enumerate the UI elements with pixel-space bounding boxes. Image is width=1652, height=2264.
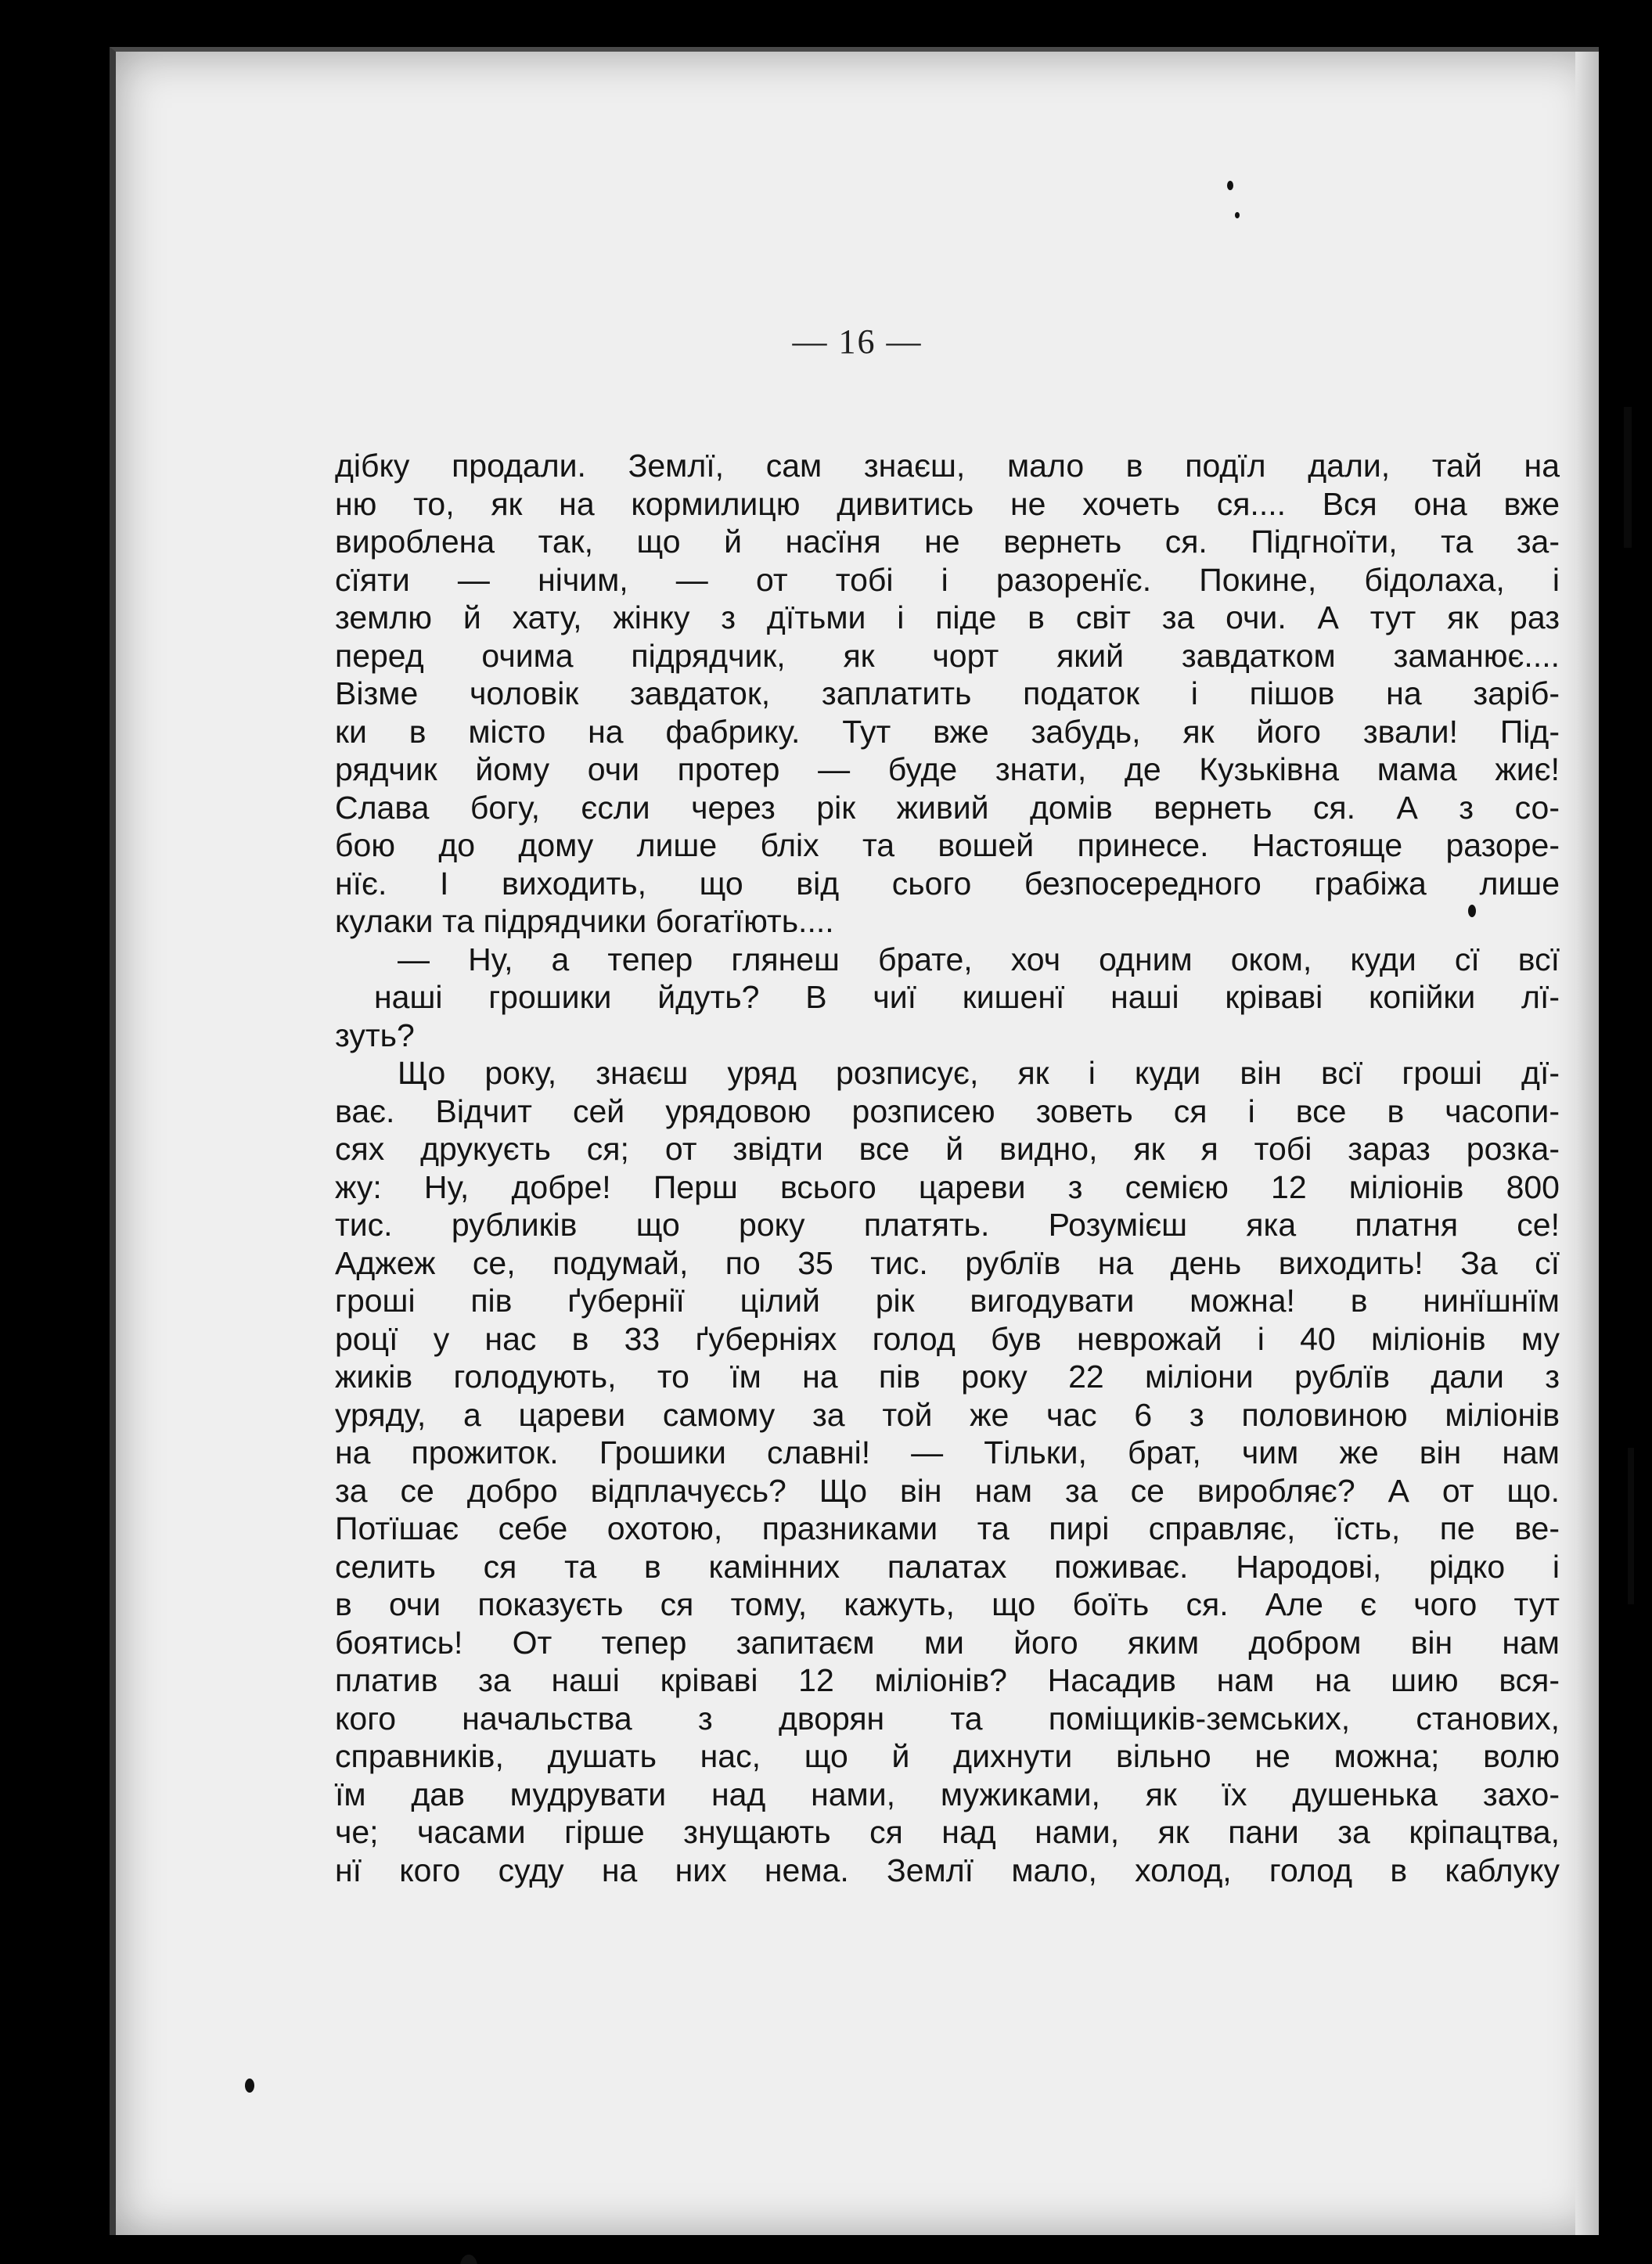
text-line: Аджеж се, подумай, по 35 тис. рублїв на день виходить! За сї: [335, 1244, 1560, 1281]
ink-speck: [1468, 905, 1476, 917]
text-line: вироблена так, що й насїня не вернеть ся. Підгноїти, та за-: [335, 524, 1560, 560]
text-line: сях друкуєть ся; от звідти все й видно, як я тобі зараз розка-: [335, 1131, 1560, 1167]
text-line: жиків голодують, то їм на пів року 22 міліони рублїв дали з: [335, 1359, 1560, 1395]
text-line: в очи показуєть ся тому, кажуть, що боїть ся. Але є чого тут: [335, 1586, 1560, 1622]
text-line: перед очима підрядчик, як чорт який завдатком заманює....: [335, 637, 1560, 674]
text-line: ню то, як на кормилицю дивитись не хочеть ся.... Вся она вже: [335, 485, 1560, 522]
text-line: селить ся та в камінних палатах поживає. Народові, рідко і: [335, 1548, 1560, 1585]
text-line: че; часами гірше знущають ся над нами, як пани за кріпацтва,: [335, 1814, 1560, 1850]
text-line: їм дав мудрувати над нами, мужиками, як їх душенька захо-: [335, 1776, 1560, 1812]
page-number: — 16 —: [792, 322, 923, 361]
text-line: Що року, знаєш уряд розписує, як і куди він всї гроші дї-: [398, 1055, 1560, 1091]
text-line: ває. Відчит сей урядовою розписею зоветь ся і все в часопи-: [335, 1092, 1560, 1129]
text-line: Візме чоловік завдаток, заплатить податок і пішов на заріб-: [335, 675, 1560, 711]
text-line: Потїшає себе охотою, празниками та пирі справляє, їсть, пе ве-: [335, 1510, 1560, 1546]
text-line: зуть?: [335, 1017, 415, 1053]
text-line: — Ну, а тепер глянеш брате, хоч одним оком, куди сї всї: [398, 941, 1560, 977]
text-line: гроші пів ґубернії цілий рік вигодувати можна! в нинїшнїм: [335, 1283, 1560, 1319]
text-line: тис. рубликів що року платять. Розумієш яка платня се!: [335, 1207, 1560, 1243]
text-line: кулаки та підрядчики богатїють....: [335, 903, 834, 939]
text-line: Слава богу, єсли через рік живий домів вернеть ся. А з со-: [335, 789, 1560, 826]
text-line: бою до дому лише бліх та вошей принесе. Настояще разоре-: [335, 827, 1560, 863]
text-line: на прожиток. Грошики славні! — Тільки, брат, чим же він нам: [335, 1434, 1560, 1470]
text-line: ки в місто на фабрику. Тут вже забудь, як його звали! Під-: [335, 713, 1560, 750]
text-line: уряду, а цареви самому за той же час 6 з половиною міліонів: [335, 1396, 1560, 1433]
text-line: за се добро відплачуєсь? Що він нам за се виробляє? А от що.: [335, 1472, 1560, 1509]
text-line: роцї у нас в 33 ґуберніях голод був неврожай і 40 міліонів му: [335, 1320, 1560, 1357]
binding-mark: [1628, 1448, 1634, 1604]
ink-speck: [245, 2079, 254, 2093]
text-line: боятись! От тепер запитаєм ми його яким добром він нам: [335, 1624, 1560, 1661]
text-line: рядчик йому очи протер — буде знати, де Кузькiвна мама жиє!: [335, 751, 1560, 787]
text-line: жу: Ну, добре! Перш всього цареви з семією 12 міліонів 800: [335, 1168, 1560, 1205]
text-line: землю й хату, жінку з дїтьми і піде в свiт за очи. А тут як раз: [335, 599, 1560, 635]
text-line: нї кого суду на них нема. Землї мало, холод, голод в каблуку: [335, 1852, 1560, 1888]
text-line: справників, душать нас, що й дихнути вільно не можна; волю: [335, 1738, 1560, 1774]
text-line: кого начальства з дворян та поміщиків-земських, станових,: [335, 1700, 1560, 1737]
text-line: сїяти — нічим, — от тобі і разоренїє. Покине, бідолаха, і: [335, 561, 1560, 598]
ink-speck: [460, 2255, 477, 2264]
ink-speck: [1235, 212, 1240, 218]
text-line: нїє. І виходить, що від сього безпосередного грабіжа лише: [335, 865, 1560, 902]
binding-mark: [1624, 407, 1632, 548]
text-line: наші грошики йдуть? В чиї кишенї наші кріваві копійки лї-: [374, 979, 1560, 1015]
ink-speck: [1227, 181, 1233, 190]
text-line: дібку продали. Землї, сам знаєш, мало в подїл дали, тай на: [335, 448, 1560, 484]
book-page: [110, 47, 1599, 2235]
text-line: платив за наші кріваві 12 міліонів? Насадив нам на шию вся-: [335, 1662, 1560, 1698]
page-edge-shadow: [1575, 52, 1599, 2235]
body-text: [335, 447, 1560, 1889]
